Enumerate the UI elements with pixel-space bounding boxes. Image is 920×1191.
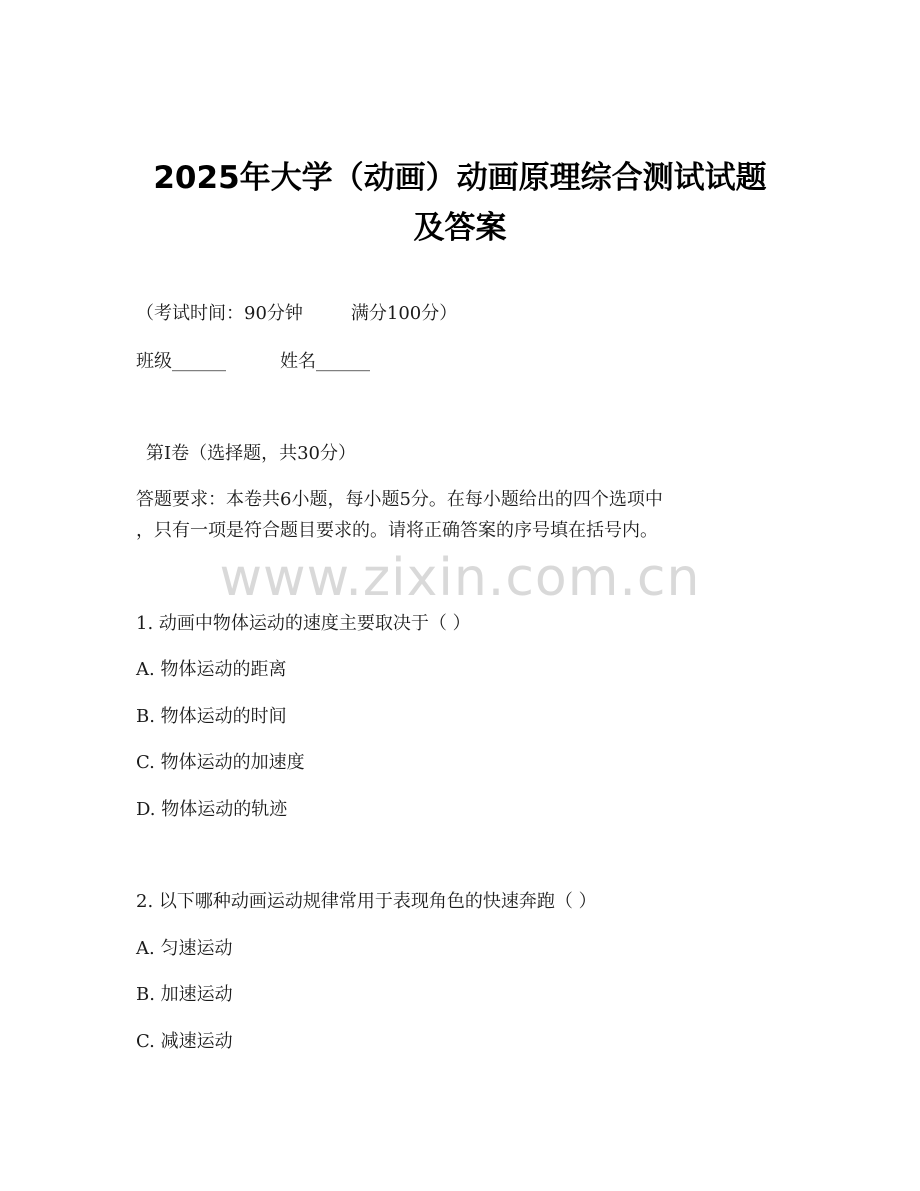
question-1-option-a: A. 物体运动的距离 [136,659,287,680]
class-field: 班级______ [136,351,226,372]
exam-time: （考试时间：90分钟 [136,303,303,324]
question-2-stem: 2. 以下哪种动画运动规律常用于表现角色的快速奔跑（ ） [136,891,597,912]
student-info [136,349,370,375]
section-instruction-line-1: 答题要求：本卷共6小题，每小题5分。在每小题给出的四个选项中 [136,489,663,510]
question-1-option-d: D. 物体运动的轨迹 [136,799,288,820]
question-2-option-b: B. 加速运动 [136,984,233,1005]
question-2-option-c: C. 减速运动 [136,1031,233,1052]
question-2-option-a: A. 匀速运动 [136,938,233,959]
section-heading: 第Ⅰ卷（选择题，共30分） [146,443,357,464]
question-1-option-b: B. 物体运动的时间 [136,706,287,727]
question-1-option-c: C. 物体运动的加速度 [136,752,305,773]
name-field: 姓名______ [280,351,370,372]
exam-score: 满分100分） [350,303,458,324]
document-title-line-1: 2025年大学（动画）动画原理综合测试试题 [153,160,767,196]
document-title-line-2: 及答案 [413,210,507,246]
question-1-stem: 1. 动画中物体运动的速度主要取决于（ ） [136,613,471,634]
exam-info [136,301,457,327]
watermark: www.zixin.com.cn [219,548,701,608]
section-instruction-line-2: ，只有一项是符合题目要求的。请将正确答案的序号填在括号内。 [136,520,658,541]
